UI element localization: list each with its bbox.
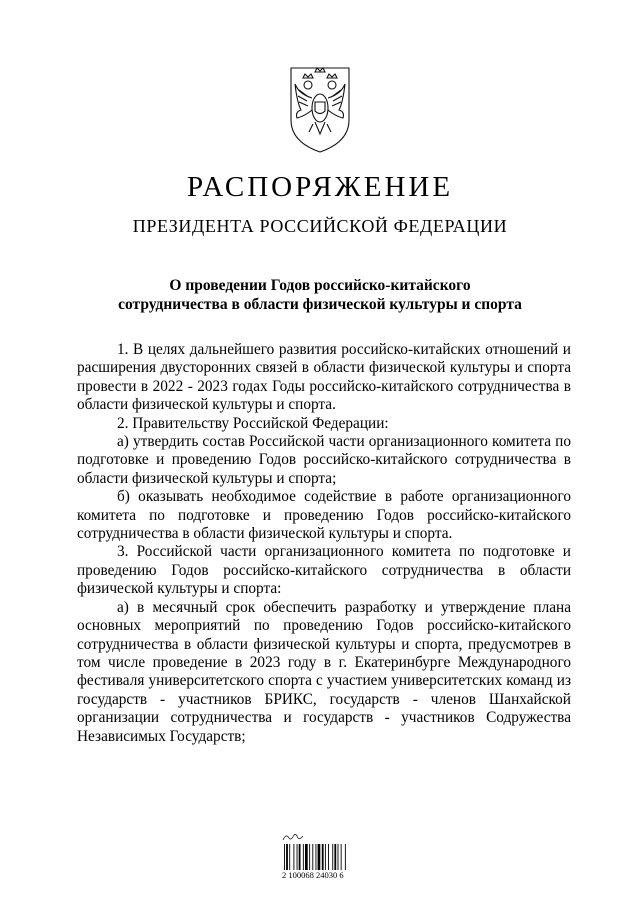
russian-coat-of-arms-icon	[277, 58, 363, 154]
document-body	[77, 341, 571, 746]
paragraph: 3. Российской части организационного комитета по подготовке и проведению Годов российско-китайского сотрудничества в области физической культуры и спорта:	[77, 543, 571, 598]
document-subtitle: ПРЕЗИДЕНТА РОССИЙСКОЙ ФЕДЕРАЦИИ	[132, 216, 508, 236]
heading-line: сотрудничества в области физической культуры и спорта	[118, 296, 522, 313]
document-title: РАСПОРЯЖЕНИЕ	[186, 171, 454, 203]
barcode-icon	[284, 844, 368, 870]
paragraph: 2. Правительству Российской Федерации:	[117, 414, 389, 432]
document-heading	[70, 276, 570, 314]
signature-mark-icon	[282, 832, 304, 844]
barcode-number: 2 100068 24030 6	[282, 870, 344, 880]
paragraph: б) оказывать необходимое содействие в работе организационного комитета по подготовке и проведению Годов российско-китайского сотрудничества в области физической культуры и спорта.	[77, 488, 571, 543]
paragraph: 1. В целях дальнейшего развития российско-китайских отношений и расширения двусторонних связей в области физической культуры и спорта провести в 2022 - 2023 годах Годы российско-китайского сотрудничества в области физической культуры и спорта.	[77, 341, 571, 414]
paragraph: а) в месячный срок обеспечить разработку и утверждение плана основных мероприятий по проведению Годов российско-китайского сотрудничества в области физической культуры и спорта, предусмотрев в том числе проведение в 2023 году в г. Екатеринбурге Международного фестиваля университетского спорта с участием университетских команд из государств - участников БРИКС, государств - членов Шанхайской организации сотрудничества и государств - участников Содружества Независимых Государств;	[77, 598, 571, 745]
paragraph: а) утвердить состав Российской части организационного комитета по подготовке и проведению Годов российско-китайского сотрудничества в области физической культуры и спорта;	[77, 433, 571, 487]
heading-line: О проведении Годов российско-китайского	[169, 277, 471, 294]
